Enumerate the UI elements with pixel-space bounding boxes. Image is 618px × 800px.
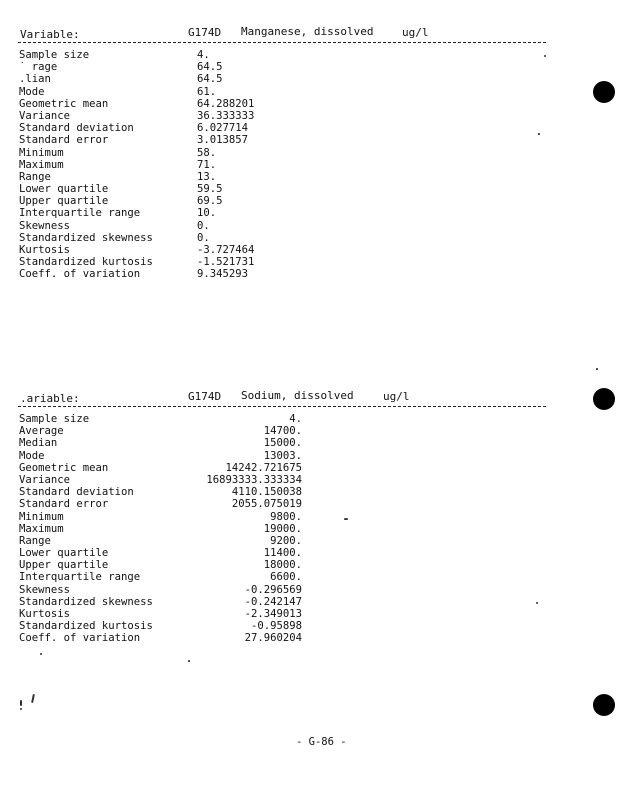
stat-value: 15000. [263, 437, 302, 450]
stat-label: Mode [19, 449, 45, 462]
stat-label: Skewness [19, 219, 71, 232]
stats-list [18, 413, 548, 645]
stats-block-sodium [18, 390, 548, 645]
stat-row [18, 632, 548, 644]
stat-label: Minimum [19, 510, 64, 523]
stat-label: Upper quartile [19, 195, 109, 208]
stat-row [18, 220, 548, 232]
variable-code: G174D [188, 390, 222, 403]
stat-label: Skewness [19, 583, 71, 596]
stat-value: 0. [197, 219, 210, 232]
stat-row [18, 73, 548, 85]
stat-value: 16893333.333334 [206, 473, 302, 486]
variable-unit: ug/l [383, 390, 410, 403]
stat-label: Coeff. of variation [19, 632, 141, 645]
stat-row [18, 413, 548, 425]
stat-value: -1.521731 [197, 256, 255, 269]
stat-row [18, 498, 548, 510]
dashed-divider [18, 406, 546, 407]
stat-row [18, 547, 548, 559]
stat-value: 11400. [263, 547, 302, 560]
stat-row [18, 134, 548, 146]
stat-label: Standardized kurtosis [19, 256, 153, 269]
scan-speck [31, 694, 35, 703]
stat-value: -2.349013 [244, 608, 302, 620]
stat-label: Median [19, 437, 58, 450]
stat-label: Geometric mean [19, 97, 109, 110]
stat-value: -0.242147 [244, 595, 302, 608]
variable-unit: ug/l [402, 26, 429, 39]
stat-value: 64.5 [197, 61, 223, 74]
stat-row [18, 559, 548, 571]
stat-row [18, 268, 548, 280]
stat-label: Maximum [19, 522, 64, 535]
punch-hole [593, 388, 615, 410]
variable-label: Variable: [20, 28, 80, 41]
scan-speck [544, 55, 546, 57]
stat-label: Standard deviation [19, 486, 134, 499]
variable-header [18, 26, 548, 40]
stat-label: Standard error [19, 134, 109, 147]
stat-label: Variance [19, 109, 71, 122]
stat-row [18, 571, 548, 583]
scan-speck [40, 653, 42, 655]
stat-value: 14242.721675 [225, 461, 302, 474]
stat-row [18, 256, 548, 268]
stat-value: 2055.075019 [231, 498, 302, 511]
stat-value: 69.5 [197, 195, 223, 208]
stat-label: .lian [19, 73, 51, 86]
variable-description: Manganese, dissolved [241, 25, 374, 38]
stat-label: Upper quartile [19, 559, 109, 572]
stat-value: -0.296569 [244, 583, 302, 596]
stat-value: 10. [197, 207, 217, 220]
variable-header [18, 390, 548, 404]
stat-row [18, 86, 548, 98]
stat-value: 6600. [270, 571, 302, 584]
stat-label: Lower quartile [19, 547, 109, 560]
stat-row [18, 49, 548, 61]
stats-list [18, 49, 548, 281]
stat-value: 64.288201 [197, 97, 255, 110]
stat-value: 13003. [263, 449, 302, 462]
stat-label: Variance [19, 473, 71, 486]
stat-row [18, 620, 548, 632]
stat-value: 4. [289, 413, 302, 425]
stat-value: 9200. [270, 534, 302, 547]
stat-row [18, 98, 548, 110]
stat-row [18, 244, 548, 256]
stat-row [18, 584, 548, 596]
stat-label: Range [19, 534, 51, 547]
stat-row [18, 61, 548, 73]
punch-hole [593, 81, 615, 103]
stat-value: -3.727464 [197, 244, 255, 256]
stat-label: Kurtosis [19, 244, 71, 256]
stat-value: 61. [197, 85, 217, 98]
stat-value: 3.013857 [197, 134, 249, 147]
stat-row [18, 195, 548, 207]
stat-value: 18000. [263, 559, 302, 572]
stat-value: 4110.150038 [231, 486, 302, 499]
stat-value: 0. [197, 231, 210, 244]
stats-block-manganese [18, 26, 548, 281]
stat-value: 9800. [270, 510, 302, 523]
stat-label: ˙ rage [19, 61, 58, 74]
stat-value: 27.960204 [244, 632, 302, 645]
stat-row [18, 486, 548, 498]
stat-row [18, 474, 548, 486]
scan-speck [536, 602, 538, 604]
stat-label: Geometric mean [19, 461, 109, 474]
stat-label: Coeff. of variation [19, 268, 141, 281]
stat-label: Interquartile range [19, 571, 141, 584]
variable-code: G174D [188, 26, 222, 39]
scan-speck [344, 518, 348, 520]
dashed-divider [18, 42, 546, 43]
page-number: - G-86 - [296, 736, 347, 748]
stat-value: 9.345293 [197, 268, 249, 281]
stat-row [18, 608, 548, 620]
stat-value: 58. [197, 146, 217, 159]
stat-row [18, 437, 548, 449]
stat-row [18, 535, 548, 547]
stat-label: Range [19, 170, 51, 183]
stat-row [18, 110, 548, 122]
stat-row [18, 425, 548, 437]
stat-label: Minimum [19, 146, 64, 159]
stat-row [18, 462, 548, 474]
stat-label: Sample size [19, 413, 90, 425]
stat-label: Standardized kurtosis [19, 620, 153, 633]
stat-value: -0.95898 [250, 620, 302, 633]
stat-value: 6.027714 [197, 122, 249, 135]
stat-label: Mode [19, 85, 45, 98]
stat-label: Average [19, 425, 64, 438]
stat-row [18, 596, 548, 608]
stat-value: 71. [197, 158, 217, 171]
stat-row [18, 183, 548, 195]
stat-value: 4. [197, 49, 210, 61]
scan-speck [596, 368, 598, 370]
stat-label: Kurtosis [19, 608, 71, 620]
stat-label: Standard error [19, 498, 109, 511]
variable-label: .ariable: [20, 392, 80, 405]
scan-speck [538, 133, 540, 135]
stat-row [18, 450, 548, 462]
scan-speck [20, 700, 22, 706]
stat-label: Standardized skewness [19, 595, 153, 608]
stat-row [18, 523, 548, 535]
stat-row [18, 159, 548, 171]
stat-value: 59.5 [197, 183, 223, 196]
stat-label: Lower quartile [19, 183, 109, 196]
stat-label: Standardized skewness [19, 231, 153, 244]
stat-value: 64.5 [197, 73, 223, 86]
stat-row [18, 232, 548, 244]
stat-row [18, 122, 548, 134]
stat-label: Interquartile range [19, 207, 141, 220]
stat-value: 13. [197, 170, 217, 183]
variable-description: Sodium, dissolved [241, 389, 354, 402]
stat-value: 36.333333 [197, 109, 255, 122]
scan-speck [188, 660, 190, 662]
stat-row [18, 171, 548, 183]
stat-label: Standard deviation [19, 122, 134, 135]
scan-speck [20, 708, 22, 710]
stat-row [18, 511, 548, 523]
stat-value: 14700. [263, 425, 302, 438]
stat-label: Maximum [19, 158, 64, 171]
stat-row [18, 207, 548, 219]
stat-label: Sample size [19, 49, 90, 61]
stat-value: 19000. [263, 522, 302, 535]
punch-hole [593, 694, 615, 716]
stat-row [18, 147, 548, 159]
